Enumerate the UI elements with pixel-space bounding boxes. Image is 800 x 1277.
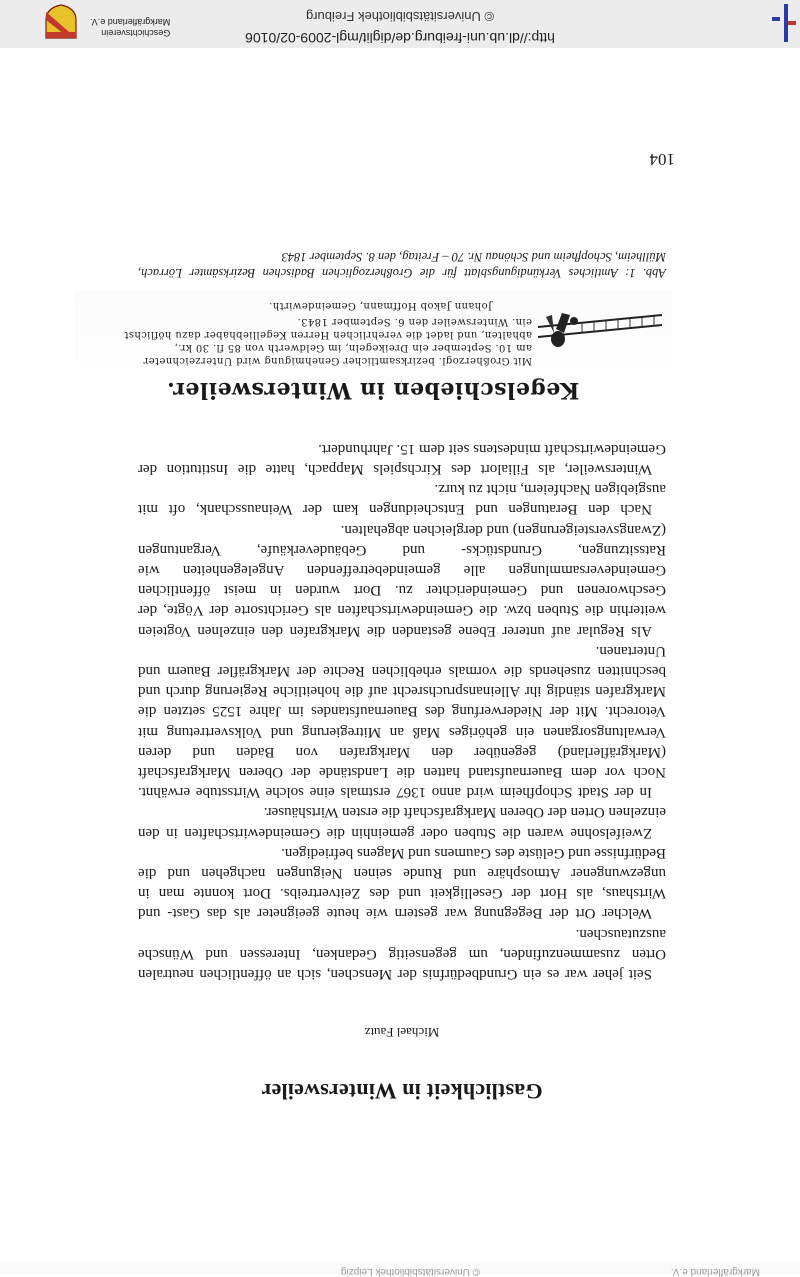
paragraph: Als Regular auf unterer Ebene gestanden die Markgrafen den einzelnen Vogteien weiterhin die Stuben bzw. die Gemeindewirtschaften als Gerichtsorte der Vögte, der Geschworenen und Gemeinderichter zu. Dort wurden in meist öffentlichen Gemeindeversammlungen alle gemeindebetreffenden Angelegenheiten wie Ratssitzungen, Grundstücks- und Gebäudeverkäufe, Vergantungen (Zwangsversteigerungen) und dergleichen abgehalten. (138, 521, 666, 639)
paragraph: Nach den Beratungen und Entscheidungen kam der Weinausschank, oft mit ausgiebigen Nachfeiern, nicht zu kurz. (138, 481, 666, 518)
paragraph: In der Stadt Schopfheim wird anno 1367 erstmals eine solche Wirtsstube erwähnt. Noch vor dem Bauernaufstand hatten die Landstände der Oberen Markgrafschaft (Markgräflerland) gegenüber den Markgrafen von Baden und deren Verwaltungsorganen ein gehöriges Maß an Mitregierung und Volksvertretung mit Vetorecht. Mit der Niederwerfung des Bauernaufstandes im Jahre 1525 setzten die Markgrafen ständig ihr Alleinanspruchsrecht auf die hoheitliche Regierung durch und beschnitten zusehends die vormals erheblichen Rechte der Markgräfler Bauern und Untertanen. (138, 642, 666, 801)
paragraph: Wintersweiler, als Filialort des Kirchspiels Mappach, hatte die Institution der Gemeindewirtschaft mindestens seit dem 15. Jahrhundert. (138, 440, 666, 477)
advert-title: Kegelschieben in Wintersweiler. (166, 376, 580, 403)
advert-line: abhalten, und ladet die verehrlichen Herren Kegelliebhaber dazu höflichst (124, 328, 532, 340)
advert-signature: Johann Jakob Hoffmann, Gemeindewirth. (268, 299, 492, 311)
article-title: Gastlichkeit in Wintersweiler (261, 1079, 543, 1104)
footer-bar (0, 1262, 800, 1277)
society-line: Markgräflerland e.V. (90, 17, 171, 27)
library-header-bar (0, 0, 800, 48)
advert-line: am 10. September ein Dreikegeln, im Geldwerth von 85 fl. 30 kr., (174, 341, 532, 353)
coat-of-arms-icon (44, 4, 78, 40)
article (124, 249, 666, 1104)
advert-line: Mit Großherzogl. bezirksamtlicher Genehmigung wird Unterzeichneter (143, 354, 532, 366)
society-line: Geschichtsverein (101, 28, 171, 38)
society-name (90, 16, 170, 38)
page-number: 104 (649, 150, 675, 169)
advert-line: ein. Wintersweiler den 6. September 1843. (297, 315, 532, 327)
article-author: Michael Fautz (364, 1025, 440, 1040)
permalink-url[interactable]: http://dl.ub.uni-freiburg.de/diglit/mgl-2009-02/0106 (245, 30, 555, 46)
paragraph: Zweifelsohne waren die Stuben oder gemeinhin die Gemeindewirtschaften in den einzelnen Orten der Oberen Markgrafschaft die ersten Wirtshäuser. (138, 804, 666, 841)
paragraph: Welcher Ort der Begegnung war gestern wie heute geeigneter als das Gast- und Wirtshaus, als Hort der Geselligkeit und des Zeitvertreibs. Dort konnte man in ungezwungener Atmosphäre und Runde seinen Neigungen nachgehen und die Bedürfnisse und Gelüste des Gaumens und Magens befriedigen. (138, 844, 666, 922)
paragraph: Seit jeher war es ein Grundbedürfnis der Menschen, sich an öffentlichen neutralen Orten zusammenzufinden, um gegenseitig Gedanken, Interessen und Wünsche auszutauschen. (138, 925, 666, 982)
bowling-illustration-icon (534, 295, 666, 365)
newspaper-advert (74, 291, 672, 409)
figure-caption: Abb. 1: Amtliches Verkündigungsblatt für die Großherzoglichen Badischen Bezirksämter Lörrach, Müllheim, Schopfheim und Schönau Nr. 70 – Freitag, den 8. September 1843 (138, 249, 666, 280)
copyright-text: © Universitätsbibliothek Freiburg (305, 9, 495, 24)
footer-left-text: © Universitätsbibliothek Leipzig (340, 1266, 480, 1277)
footer-right-text: Markgräflerland e.V. (670, 1266, 760, 1277)
